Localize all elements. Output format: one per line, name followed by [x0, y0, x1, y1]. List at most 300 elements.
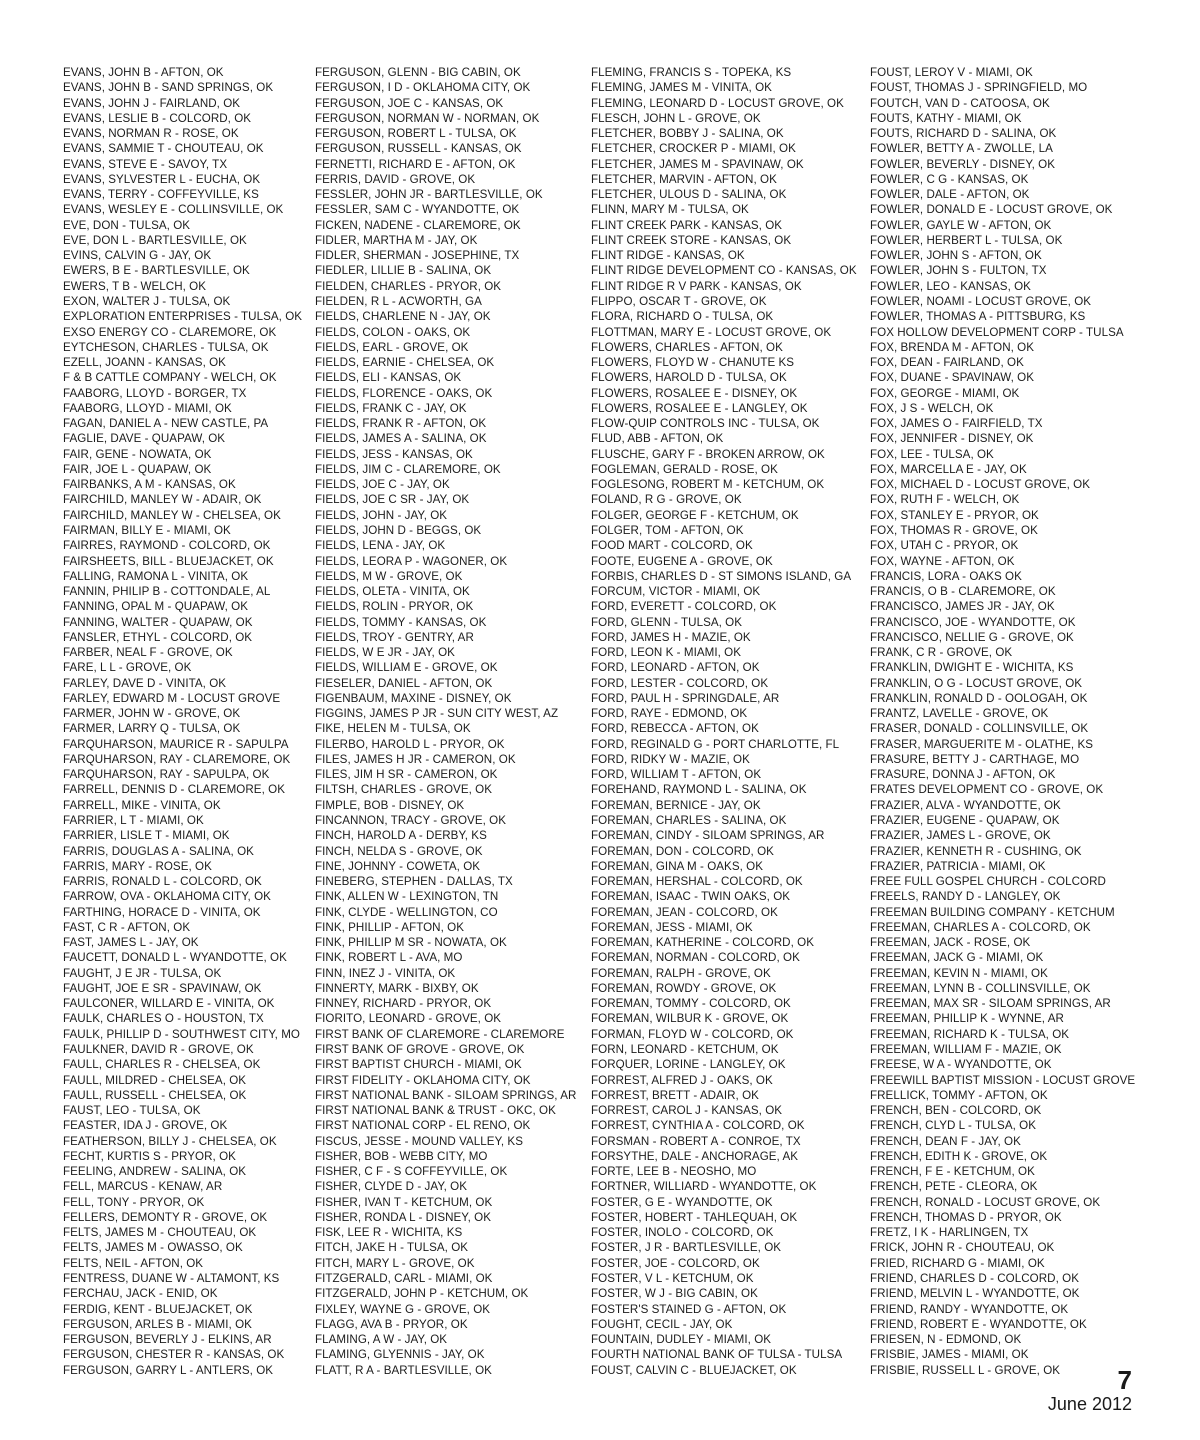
- list-item: FARRIS, RONALD L - COLCORD, OK: [63, 875, 262, 889]
- list-item: FIELDS, COLON - OAKS, OK: [315, 325, 471, 339]
- list-item: FINNERTY, MARK - BIXBY, OK: [315, 981, 479, 995]
- list-item: FAULKNER, DAVID R - GROVE, OK: [63, 1043, 254, 1056]
- list-item: FRIED, RICHARD G - MIAMI, OK: [870, 1256, 1045, 1270]
- list-item: FLAMING, GLYENNIS - JAY, OK: [315, 1348, 485, 1362]
- list-item: FIELDS, M W - GROVE, OK: [315, 569, 463, 583]
- list-item: FREEMAN BUILDING COMPANY - KETCHUM: [870, 905, 1115, 919]
- list-item: FOWLER, BETTY A - ZWOLLE, LA: [870, 142, 1053, 156]
- list-item: FOX, UTAH C - PRYOR, OK: [870, 539, 1019, 553]
- list-item: FIELDS, OLETA - VINITA, OK: [315, 585, 470, 599]
- list-item: FINK, CLYDE - WELLINGTON, CO: [315, 905, 498, 919]
- list-item: FERGUSON, GLENN - BIG CABIN, OK: [315, 66, 521, 79]
- list-item: FIELDS, JOHN - JAY, OK: [315, 508, 448, 522]
- list-item: FAABORG, LLOYD - BORGER, TX: [63, 386, 247, 400]
- list-item: FORREST, CYNTHIA A - COLCORD, OK: [591, 1119, 805, 1133]
- name-column-1: [63, 65, 302, 1378]
- list-item: FERGUSON, ROBERT L - TULSA, OK: [315, 127, 517, 141]
- list-item: FRIEND, CHARLES D - COLCORD, OK: [870, 1271, 1079, 1285]
- list-item: FOSTER, W J - BIG CABIN, OK: [591, 1287, 758, 1301]
- list-item: FLETCHER, MARVIN - AFTON, OK: [591, 172, 777, 186]
- list-item: FITZGERALD, JOHN P - KETCHUM, OK: [315, 1287, 529, 1301]
- list-item: FREE FULL GOSPEL CHURCH - COLCORD: [870, 875, 1106, 889]
- name-column-3: [591, 65, 857, 1378]
- list-item: FREEMAN, RICHARD K - TULSA, OK: [870, 1027, 1070, 1041]
- list-item: FOSTER, G E - WYANDOTTE, OK: [591, 1195, 773, 1209]
- list-item: FRANKLIN, DWIGHT E - WICHITA, KS: [870, 661, 1074, 675]
- list-item: FOX, WAYNE - AFTON, OK: [870, 554, 1015, 568]
- list-item: FEATHERSON, BILLY J - CHELSEA, OK: [63, 1134, 277, 1148]
- list-item: FIELDS, LEORA P - WAGONER, OK: [315, 554, 508, 568]
- list-item: FLOW-QUIP CONTROLS INC - TULSA, OK: [591, 417, 820, 431]
- list-item: FINE, JOHNNY - COWETA, OK: [315, 859, 481, 873]
- list-item: FRASER, DONALD - COLLINSVILLE, OK: [870, 722, 1089, 736]
- list-item: FERGUSON, I D - OKLAHOMA CITY, OK: [315, 81, 531, 95]
- list-item: FANSLER, ETHYL - COLCORD, OK: [63, 630, 253, 644]
- list-item: FIRST NATIONAL BANK - SILOAM SPRINGS, AR: [315, 1088, 577, 1102]
- list-item: FREEMAN, JACK G - MIAMI, OK: [870, 951, 1044, 965]
- list-item: FIEDLER, LILLIE B - SALINA, OK: [315, 264, 492, 278]
- list-item: FIMPLE, BOB - DISNEY, OK: [315, 798, 465, 812]
- list-item: FIELDS, FLORENCE - OAKS, OK: [315, 386, 493, 400]
- list-item: FARRIS, MARY - ROSE, OK: [63, 859, 212, 873]
- list-item: FOSTER, J R - BARTLESVILLE, OK: [591, 1241, 782, 1255]
- list-item: FRANCISCO, JAMES JR - JAY, OK: [870, 600, 1055, 614]
- list-item: FERGUSON, RUSSELL - KANSAS, OK: [315, 142, 522, 156]
- list-item: FORBIS, CHARLES D - ST SIMONS ISLAND, GA: [591, 569, 852, 583]
- list-item: FOREMAN, TOMMY - COLCORD, OK: [591, 997, 791, 1011]
- list-item: FORD, EVERETT - COLCORD, OK: [591, 600, 777, 614]
- list-item: EWERS, T B - WELCH, OK: [63, 279, 207, 293]
- list-item: FIELDS, ROLIN - PRYOR, OK: [315, 600, 474, 614]
- list-item: FAUGHT, JOE E SR - SPAVINAW, OK: [63, 981, 262, 995]
- list-item: FIELDS, FRANK C - JAY, OK: [315, 401, 467, 415]
- list-item: FOWLER, GAYLE W - AFTON, OK: [870, 218, 1052, 232]
- list-item: FRISBIE, RUSSELL L - GROVE, OK: [870, 1363, 1061, 1377]
- list-item: FARBER, NEAL F - GROVE, OK: [63, 646, 233, 660]
- list-item: FIDLER, MARTHA M - JAY, OK: [315, 233, 478, 247]
- list-item: FRENCH, EDITH K - GROVE, OK: [870, 1149, 1048, 1163]
- list-item: FERNETTI, RICHARD E - AFTON, OK: [315, 157, 516, 171]
- list-item: FLOWERS, ROSALEE E - DISNEY, OK: [591, 386, 798, 400]
- list-item: FLAMING, A W - JAY, OK: [315, 1333, 448, 1347]
- list-item: EZELL, JOANN - KANSAS, OK: [63, 356, 226, 370]
- list-item: FELTS, NEIL - AFTON, OK: [63, 1256, 204, 1270]
- list-item: FEASTER, IDA J - GROVE, OK: [63, 1119, 228, 1133]
- list-item: FANNING, OPAL M - QUAPAW, OK: [63, 600, 248, 614]
- list-item: FILES, JAMES H JR - CAMERON, OK: [315, 752, 516, 766]
- list-item: EYTCHESON, CHARLES - TULSA, OK: [63, 340, 269, 354]
- list-item: FRENCH, PETE - CLEORA, OK: [870, 1180, 1038, 1194]
- list-item: FARLEY, EDWARD M - LOCUST GROVE: [63, 691, 281, 705]
- list-item: FESSLER, SAM C - WYANDOTTE, OK: [315, 203, 520, 217]
- list-item: FOREMAN, GINA M - OAKS, OK: [591, 859, 764, 873]
- list-item: FLINT CREEK STORE - KANSAS, OK: [591, 233, 792, 247]
- list-item: FITCH, MARY L - GROVE, OK: [315, 1256, 475, 1270]
- list-item: FISHER, RONDA L - DISNEY, OK: [315, 1210, 491, 1224]
- list-item: FOWLER, DALE - AFTON, OK: [870, 188, 1030, 202]
- page-number: 7: [1117, 1365, 1132, 1395]
- list-item: FAIRMAN, BILLY E - MIAMI, OK: [63, 523, 231, 537]
- list-item: FOX, MARCELLA E - JAY, OK: [870, 462, 1027, 476]
- list-item: FLINT RIDGE - KANSAS, OK: [591, 249, 745, 263]
- list-item: FAIRBANKS, A M - KANSAS, OK: [63, 478, 236, 492]
- list-item: FRATES DEVELOPMENT CO - GROVE, OK: [870, 783, 1104, 797]
- list-item: FRIESEN, N - EDMOND, OK: [870, 1333, 1022, 1347]
- list-item: FARRIER, LISLE T - MIAMI, OK: [63, 829, 230, 843]
- list-item: FOWLER, LEO - KANSAS, OK: [870, 279, 1031, 293]
- list-item: FIRST BANK OF CLAREMORE - CLAREMORE: [315, 1027, 565, 1041]
- list-item: FORREST, CAROL J - KANSAS, OK: [591, 1104, 783, 1118]
- publication-date: June 2012: [1047, 1394, 1132, 1414]
- list-item: FREEWILL BAPTIST MISSION - LOCUST GROVE: [870, 1073, 1136, 1087]
- list-item: FERDIG, KENT - BLUEJACKET, OK: [63, 1302, 253, 1316]
- list-item: FELL, MARCUS - KENAW, AR: [63, 1180, 223, 1194]
- list-item: FLOWERS, ROSALEE E - LANGLEY, OK: [591, 401, 808, 415]
- list-item: FRAZIER, JAMES L - GROVE, OK: [870, 829, 1051, 843]
- list-item: FLETCHER, JAMES M - SPAVINAW, OK: [591, 157, 804, 171]
- list-item: FLORA, RICHARD O - TULSA, OK: [591, 310, 774, 324]
- list-item: FELL, TONY - PRYOR, OK: [63, 1195, 205, 1209]
- list-item: FIGGINS, JAMES P JR - SUN CITY WEST, AZ: [315, 707, 559, 721]
- list-item: FOX HOLLOW DEVELOPMENT CORP - TULSA: [870, 325, 1124, 339]
- list-item: FARRELL, DENNIS D - CLAREMORE, OK: [63, 783, 285, 797]
- list-item: FITCH, JAKE H - TULSA, OK: [315, 1241, 469, 1255]
- list-item: FITZGERALD, CARL - MIAMI, OK: [315, 1271, 493, 1285]
- list-item: FRANK, C R - GROVE, OK: [870, 646, 1013, 660]
- list-item: FIELDS, EARL - GROVE, OK: [315, 340, 469, 354]
- list-item: FRICK, JOHN R - CHOUTEAU, OK: [870, 1241, 1055, 1255]
- list-item: FOX, THOMAS R - GROVE, OK: [870, 523, 1038, 537]
- list-item: FORSYTHE, DALE - ANCHORAGE, AK: [591, 1149, 799, 1163]
- list-item: FAST, JAMES L - JAY, OK: [63, 936, 199, 950]
- list-item: FOGLEMAN, GERALD - ROSE, OK: [591, 462, 778, 476]
- list-item: FOUGHT, CECIL - JAY, OK: [591, 1317, 733, 1331]
- list-item: FARRIS, DOUGLAS A - SALINA, OK: [63, 844, 254, 858]
- list-item: FILTSH, CHARLES - GROVE, OK: [315, 783, 493, 797]
- list-item: FARMER, JOHN W - GROVE, OK: [63, 707, 241, 721]
- list-item: FOWLER, HERBERT L - TULSA, OK: [870, 233, 1063, 247]
- list-item: FIELDS, ELI - KANSAS, OK: [315, 371, 462, 385]
- list-item: FAIRCHILD, MANLEY W - CHELSEA, OK: [63, 508, 281, 522]
- list-item: FALLING, RAMONA L - VINITA, OK: [63, 569, 249, 583]
- list-item: FAULK, CHARLES O - HOUSTON, TX: [63, 1012, 264, 1026]
- list-item: FORD, WILLIAM T - AFTON, OK: [591, 768, 762, 782]
- list-item: FOX, BRENDA M - AFTON, OK: [870, 340, 1035, 354]
- list-item: FORD, REBECCA - AFTON, OK: [591, 722, 759, 736]
- list-item: FRANCIS, O B - CLAREMORE, OK: [870, 585, 1056, 599]
- list-item: FOUTCH, VAN D - CATOOSA, OK: [870, 96, 1050, 110]
- list-item: FORN, LEONARD - KETCHUM, OK: [591, 1043, 779, 1056]
- list-item: FRANCIS, LORA - OAKS OK: [870, 569, 1022, 583]
- list-item: FORMAN, FLOYD W - COLCORD, OK: [591, 1027, 794, 1041]
- list-item: FIRST BANK OF GROVE - GROVE, OK: [315, 1043, 525, 1056]
- list-item: FOSTER, HOBERT - TAHLEQUAH, OK: [591, 1210, 798, 1224]
- list-item: EVANS, JOHN J - FAIRLAND, OK: [63, 96, 241, 110]
- list-item: FIDLER, SHERMAN - JOSEPHINE, TX: [315, 249, 520, 263]
- list-item: FRENCH, RONALD - LOCUST GROVE, OK: [870, 1195, 1101, 1209]
- list-item: FOX, STANLEY E - PRYOR, OK: [870, 508, 1039, 522]
- list-item: FIELDS, JOE C - JAY, OK: [315, 478, 450, 492]
- list-item: FRANKLIN, RONALD D - OOLOGAH, OK: [870, 691, 1088, 705]
- list-item: FARTHING, HORACE D - VINITA, OK: [63, 905, 261, 919]
- list-item: FEELING, ANDREW - SALINA, OK: [63, 1165, 247, 1179]
- list-item: FOREMAN, HERSHAL - COLCORD, OK: [591, 875, 803, 889]
- list-item: FLINN, MARY M - TULSA, OK: [591, 203, 749, 217]
- list-item: FOREMAN, CINDY - SILOAM SPRINGS, AR: [591, 829, 825, 843]
- list-item: FIELDS, TROY - GENTRY, AR: [315, 630, 474, 644]
- list-item: FIORITO, LEONARD - GROVE, OK: [315, 1012, 502, 1026]
- list-item: FINCH, HAROLD A - DERBY, KS: [315, 829, 487, 843]
- list-item: FARLEY, DAVE D - VINITA, OK: [63, 676, 227, 690]
- list-item: FAST, C R - AFTON, OK: [63, 920, 191, 934]
- list-item: FINK, PHILLIP - AFTON, OK: [315, 920, 465, 934]
- list-item: FOREMAN, RALPH - GROVE, OK: [591, 966, 771, 980]
- list-item: EVANS, JOHN B - AFTON, OK: [63, 66, 224, 79]
- list-item: FINK, ALLEN W - LEXINGTON, TN: [315, 890, 499, 904]
- list-item: FORD, PAUL H - SPRINGDALE, AR: [591, 691, 780, 705]
- list-item: FOX, GEORGE - MIAMI, OK: [870, 386, 1020, 400]
- list-item: FRAZIER, PATRICIA - MIAMI, OK: [870, 859, 1046, 873]
- list-item: FINK, ROBERT L - AVA, MO: [315, 951, 463, 965]
- list-item: FISHER, IVAN T - KETCHUM, OK: [315, 1195, 493, 1209]
- list-item: FOREMAN, KATHERINE - COLCORD, OK: [591, 936, 814, 950]
- list-item: FAUCETT, DONALD L - WYANDOTTE, OK: [63, 951, 287, 965]
- list-item: F & B CATTLE COMPANY - WELCH, OK: [63, 371, 277, 385]
- list-item: FORD, LEON K - MIAMI, OK: [591, 646, 741, 660]
- list-item: FENTRESS, DUANE W - ALTAMONT, KS: [63, 1271, 280, 1285]
- list-item: FINNEY, RICHARD - PRYOR, OK: [315, 997, 492, 1011]
- list-item: FARE, L L - GROVE, OK: [63, 661, 192, 675]
- list-item: FIELDEN, CHARLES - PRYOR, OK: [315, 279, 502, 293]
- list-item: FRETZ, I K - HARLINGEN, TX: [870, 1226, 1029, 1240]
- list-item: FOWLER, JOHN S - FULTON, TX: [870, 264, 1047, 278]
- list-item: FLESCH, JOHN L - GROVE, OK: [591, 111, 761, 125]
- list-item: EWERS, B E - BARTLESVILLE, OK: [63, 264, 250, 278]
- list-item: FERRIS, DAVID - GROVE, OK: [315, 172, 476, 186]
- list-item: FRAZIER, ALVA - WYANDOTTE, OK: [870, 798, 1061, 812]
- list-item: FOUST, CALVIN C - BLUEJACKET, OK: [591, 1363, 797, 1377]
- list-item: FOREMAN, WILBUR K - GROVE, OK: [591, 1012, 789, 1026]
- list-item: FAULCONER, WILLARD E - VINITA, OK: [63, 997, 275, 1011]
- list-item: FINCH, NELDA S - GROVE, OK: [315, 844, 483, 858]
- list-item: FOUST, THOMAS J - SPRINGFIELD, MO: [870, 81, 1088, 95]
- list-item: FISCUS, JESSE - MOUND VALLEY, KS: [315, 1134, 523, 1148]
- list-item: FAIR, GENE - NOWATA, OK: [63, 447, 212, 461]
- list-item: FLUD, ABB - AFTON, OK: [591, 432, 724, 446]
- list-item: FIESELER, DANIEL - AFTON, OK: [315, 676, 493, 690]
- list-item: FISHER, BOB - WEBB CITY, MO: [315, 1149, 488, 1163]
- list-item: FORD, RIDKY W - MAZIE, OK: [591, 752, 750, 766]
- list-item: FRIEND, ROBERT E - WYANDOTTE, OK: [870, 1317, 1087, 1331]
- list-item: FAIRRES, RAYMOND - COLCORD, OK: [63, 539, 271, 553]
- list-item: FOOD MART - COLCORD, OK: [591, 539, 753, 553]
- list-item: EVANS, SYLVESTER L - EUCHA, OK: [63, 172, 261, 186]
- list-item: FIELDEN, R L - ACWORTH, GA: [315, 294, 482, 308]
- list-item: FOREMAN, CHARLES - SALINA, OK: [591, 814, 787, 828]
- list-item: FIKE, HELEN M - TULSA, OK: [315, 722, 471, 736]
- list-item: FOURTH NATIONAL BANK OF TULSA - TULSA: [591, 1348, 843, 1362]
- list-item: FIELDS, JOHN D - BEGGS, OK: [315, 523, 482, 537]
- list-item: FRANKLIN, O G - LOCUST GROVE, OK: [870, 676, 1083, 690]
- list-item: FIELDS, CHARLENE N - JAY, OK: [315, 310, 491, 324]
- list-item: FRIEND, RANDY - WYANDOTTE, OK: [870, 1302, 1069, 1316]
- list-item: EVANS, TERRY - COFFEYVILLE, KS: [63, 188, 259, 202]
- list-item: FOX, DEAN - FAIRLAND, OK: [870, 356, 1024, 370]
- list-item: FORD, JAMES H - MAZIE, OK: [591, 630, 751, 644]
- list-item: FRISBIE, JAMES - MIAMI, OK: [870, 1348, 1029, 1362]
- list-item: FOWLER, BEVERLY - DISNEY, OK: [870, 157, 1056, 171]
- list-item: FLAGG, AVA B - PRYOR, OK: [315, 1317, 468, 1331]
- list-item: FOLAND, R G - GROVE, OK: [591, 493, 742, 507]
- list-item: FOWLER, C G - KANSAS, OK: [870, 172, 1029, 186]
- list-item: FERGUSON, CHESTER R - KANSAS, OK: [63, 1348, 285, 1362]
- list-item: FRENCH, BEN - COLCORD, OK: [870, 1104, 1042, 1118]
- list-item: FOUNTAIN, DUDLEY - MIAMI, OK: [591, 1333, 772, 1347]
- list-item: FELTS, JAMES M - OWASSO, OK: [63, 1241, 243, 1255]
- list-item: FRAZIER, EUGENE - QUAPAW, OK: [870, 814, 1060, 828]
- list-item: FAULL, CHARLES R - CHELSEA, OK: [63, 1058, 261, 1072]
- list-item: EXPLORATION ENTERPRISES - TULSA, OK: [63, 310, 303, 324]
- list-item: EVINS, CALVIN G - JAY, OK: [63, 249, 212, 263]
- list-item: EVANS, NORMAN R - ROSE, OK: [63, 127, 239, 141]
- list-item: FOREMAN, ROWDY - GROVE, OK: [591, 981, 777, 995]
- list-item: FLATT, R A - BARTLESVILLE, OK: [315, 1363, 492, 1377]
- list-item: FOGLESONG, ROBERT M - KETCHUM, OK: [591, 478, 825, 492]
- list-item: FREEMAN, LYNN B - COLLINSVILLE, OK: [870, 981, 1091, 995]
- list-item: FIELDS, LENA - JAY, OK: [315, 539, 446, 553]
- list-item: FARQUHARSON, RAY - SAPULPA, OK: [63, 768, 270, 782]
- list-item: FAULL, MILDRED - CHELSEA, OK: [63, 1073, 247, 1087]
- list-item: FORQUER, LORINE - LANGLEY, OK: [591, 1058, 786, 1072]
- list-item: FRENCH, CLYD L - TULSA, OK: [870, 1119, 1037, 1133]
- list-item: FIGENBAUM, MAXINE - DISNEY, OK: [315, 691, 512, 705]
- list-item: FOUST, LEROY V - MIAMI, OK: [870, 66, 1033, 79]
- list-item: FLEMING, FRANCIS S - TOPEKA, KS: [591, 66, 792, 79]
- list-item: FRANCISCO, JOE - WYANDOTTE, OK: [870, 615, 1076, 629]
- list-item: FREEMAN, PHILLIP K - WYNNE, AR: [870, 1012, 1064, 1026]
- list-item: FOREMAN, JESS - MIAMI, OK: [591, 920, 753, 934]
- list-item: FRAZIER, KENNETH R - CUSHING, OK: [870, 844, 1082, 858]
- list-item: FAUGHT, J E JR - TULSA, OK: [63, 966, 222, 980]
- page-footer: [1048, 1367, 1132, 1415]
- list-item: EXSO ENERGY CO - CLAREMORE, OK: [63, 325, 277, 339]
- list-item: FLETCHER, ULOUS D - SALINA, OK: [591, 188, 787, 202]
- list-item: FAABORG, LLOYD - MIAMI, OK: [63, 401, 232, 415]
- list-item: FIELDS, EARNIE - CHELSEA, OK: [315, 356, 495, 370]
- list-item: FOOTE, EUGENE A - GROVE, OK: [591, 554, 773, 568]
- list-item: FLOWERS, HAROLD D - TULSA, OK: [591, 371, 787, 385]
- list-item: FAIRCHILD, MANLEY W - ADAIR, OK: [63, 493, 262, 507]
- list-item: FOSTER'S STAINED G - AFTON, OK: [591, 1302, 787, 1316]
- list-item: FOWLER, DONALD E - LOCUST GROVE, OK: [870, 203, 1113, 217]
- list-item: FOREMAN, JEAN - COLCORD, OK: [591, 905, 778, 919]
- list-item: FOREMAN, BERNICE - JAY, OK: [591, 798, 761, 812]
- list-item: FELLERS, DEMONTY R - GROVE, OK: [63, 1210, 268, 1224]
- list-item: FERGUSON, NORMAN W - NORMAN, OK: [315, 111, 540, 125]
- list-item: FLOWERS, FLOYD W - CHANUTE KS: [591, 356, 795, 370]
- list-item: EVANS, WESLEY E - COLLINSVILLE, OK: [63, 203, 284, 217]
- list-item: FLOTTMAN, MARY E - LOCUST GROVE, OK: [591, 325, 832, 339]
- list-item: FORREST, BRETT - ADAIR, OK: [591, 1088, 759, 1102]
- list-item: FOX, JAMES O - FAIRFIELD, TX: [870, 417, 1043, 431]
- list-item: FREESE, W A - WYANDOTTE, OK: [870, 1058, 1052, 1072]
- list-item: FINEBERG, STEPHEN - DALLAS, TX: [315, 875, 513, 889]
- list-item: FESSLER, JOHN JR - BARTLESVILLE, OK: [315, 188, 543, 202]
- list-item: FLINT CREEK PARK - KANSAS, OK: [591, 218, 783, 232]
- list-item: FORREST, ALFRED J - OAKS, OK: [591, 1073, 773, 1087]
- list-item: FAUST, LEO - TULSA, OK: [63, 1104, 201, 1118]
- list-item: FLETCHER, BOBBY J - SALINA, OK: [591, 127, 784, 141]
- name-column-4: [870, 65, 1135, 1378]
- list-item: FRASURE, BETTY J - CARTHAGE, MO: [870, 752, 1080, 766]
- name-column-2: [315, 65, 576, 1378]
- list-item: FINN, INEZ J - VINITA, OK: [315, 966, 456, 980]
- list-item: FIRST NATIONAL CORP - EL RENO, OK: [315, 1119, 531, 1133]
- list-item: FERGUSON, JOE C - KANSAS, OK: [315, 96, 504, 110]
- list-item: FOX, JENNIFER - DISNEY, OK: [870, 432, 1034, 446]
- list-item: FOWLER, THOMAS A - PITTSBURG, KS: [870, 310, 1086, 324]
- list-item: FRIEND, MELVIN L - WYANDOTTE, OK: [870, 1287, 1080, 1301]
- list-item: FRASURE, DONNA J - AFTON, OK: [870, 768, 1056, 782]
- list-item: FANNIN, PHILIP B - COTTONDALE, AL: [63, 585, 271, 599]
- list-item: FOUTS, RICHARD D - SALINA, OK: [870, 127, 1057, 141]
- list-item: FAIR, JOE L - QUAPAW, OK: [63, 462, 212, 476]
- list-item: FILES, JIM H SR - CAMERON, OK: [315, 768, 498, 782]
- list-item: EVE, DON - TULSA, OK: [63, 218, 191, 232]
- list-item: FOUTS, KATHY - MIAMI, OK: [870, 111, 1022, 125]
- list-item: FISK, LEE R - WICHITA, KS: [315, 1226, 463, 1240]
- list-item: FRELLICK, TOMMY - AFTON, OK: [870, 1088, 1048, 1102]
- list-item: FIRST FIDELITY - OKLAHOMA CITY, OK: [315, 1073, 531, 1087]
- list-item: FOX, J S - WELCH, OK: [870, 401, 994, 415]
- list-item: FARRIER, L T - MIAMI, OK: [63, 814, 204, 828]
- list-item: FIRST BAPTIST CHURCH - MIAMI, OK: [315, 1058, 522, 1072]
- list-item: FORD, LEONARD - AFTON, OK: [591, 661, 760, 675]
- list-item: FOX, LEE - TULSA, OK: [870, 447, 994, 461]
- list-item: FIELDS, JIM C - CLAREMORE, OK: [315, 462, 501, 476]
- list-item: FORD, RAYE - EDMOND, OK: [591, 707, 748, 721]
- list-item: FAGAN, DANIEL A - NEW CASTLE, PA: [63, 417, 269, 431]
- list-item: FOSTER, V L - KETCHUM, OK: [591, 1271, 754, 1285]
- list-item: EVANS, JOHN B - SAND SPRINGS, OK: [63, 81, 274, 95]
- list-item: FINCANNON, TRACY - GROVE, OK: [315, 814, 507, 828]
- list-item: FORCUM, VICTOR - MIAMI, OK: [591, 585, 761, 599]
- list-item: FOREMAN, DON - COLCORD, OK: [591, 844, 774, 858]
- list-item: FOREHAND, RAYMOND L - SALINA, OK: [591, 783, 807, 797]
- list-item: FOWLER, NOAMI - LOCUST GROVE, OK: [870, 294, 1092, 308]
- list-item: FIRST NATIONAL BANK & TRUST - OKC, OK: [315, 1104, 556, 1118]
- list-item: EVANS, STEVE E - SAVOY, TX: [63, 157, 228, 171]
- list-item: FLETCHER, CROCKER P - MIAMI, OK: [591, 142, 796, 156]
- list-item: FISHER, C F - S COFFEYVILLE, OK: [315, 1165, 508, 1179]
- list-item: FLINT RIDGE DEVELOPMENT CO - KANSAS, OK: [591, 264, 857, 278]
- list-item: FRASER, MARGUERITE M - OLATHE, KS: [870, 737, 1094, 751]
- list-item: FERCHAU, JACK - ENID, OK: [63, 1287, 218, 1301]
- list-item: FREEMAN, JACK - ROSE, OK: [870, 936, 1031, 950]
- list-item: FILERBO, HAROLD L - PRYOR, OK: [315, 737, 505, 751]
- list-item: FICKEN, NADENE - CLAREMORE, OK: [315, 218, 521, 232]
- list-item: FINK, PHILLIP M SR - NOWATA, OK: [315, 936, 507, 950]
- list-item: FORSMAN - ROBERT A - CONROE, TX: [591, 1134, 801, 1148]
- list-item: FREEMAN, CHARLES A - COLCORD, OK: [870, 920, 1091, 934]
- list-item: FIELDS, WILLIAM E - GROVE, OK: [315, 661, 498, 675]
- list-item: FREEMAN, KEVIN N - MIAMI, OK: [870, 966, 1048, 980]
- list-item: FLOWERS, CHARLES - AFTON, OK: [591, 340, 783, 354]
- list-item: FOREMAN, NORMAN - COLCORD, OK: [591, 951, 800, 965]
- list-item: FORTNER, WILLIARD - WYANDOTTE, OK: [591, 1180, 817, 1194]
- list-item: EVANS, LESLIE B - COLCORD, OK: [63, 111, 252, 125]
- list-item: FREELS, RANDY D - LANGLEY, OK: [870, 890, 1061, 904]
